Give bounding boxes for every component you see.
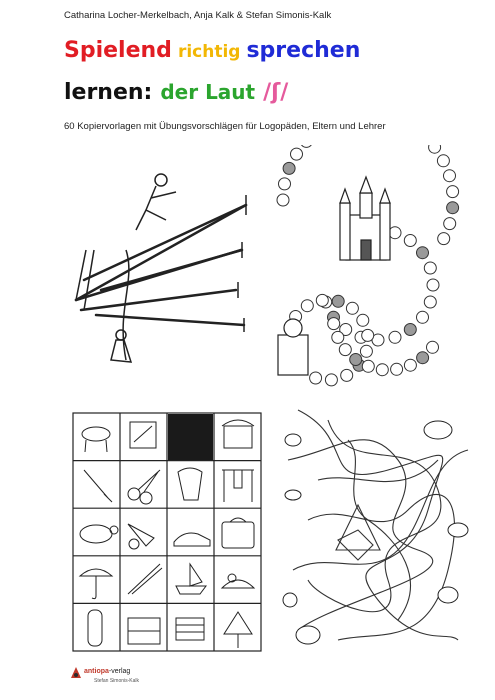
publisher-suffix: -verlag — [108, 668, 131, 675]
title-word-sprechen: sprechen — [246, 38, 361, 63]
game-field — [277, 194, 289, 206]
game-field — [437, 155, 449, 167]
game-field — [350, 354, 362, 366]
ladder-climbing-illustration — [66, 150, 256, 375]
game-field — [391, 363, 403, 375]
publisher-logo — [70, 664, 140, 694]
title-line-1 — [64, 38, 360, 63]
game-field — [362, 329, 374, 341]
game-field — [417, 311, 429, 323]
publisher-mark-icon — [70, 666, 82, 680]
game-field — [444, 170, 456, 182]
game-field — [376, 364, 388, 376]
game-field — [325, 374, 337, 386]
game-field — [417, 352, 429, 364]
tangle-maze-illustration — [278, 400, 478, 650]
board-game-illustration — [268, 145, 473, 390]
title-phoneme: /ʃ/ — [263, 80, 289, 105]
game-field — [316, 294, 328, 306]
game-field — [310, 372, 322, 384]
title-line-2 — [64, 80, 288, 105]
game-field — [339, 344, 351, 356]
game-field — [417, 247, 429, 259]
publisher-name — [84, 668, 130, 675]
game-field — [328, 318, 340, 330]
game-field — [427, 279, 439, 291]
game-field — [357, 314, 369, 326]
game-field — [341, 369, 353, 381]
game-field — [279, 178, 291, 190]
picture-grid-illustration — [72, 412, 262, 652]
game-field — [404, 235, 416, 247]
title-word-richtig: richtig — [177, 42, 241, 62]
game-field — [444, 218, 456, 230]
title-word-spielend: Spielend — [64, 38, 172, 63]
game-field — [438, 233, 450, 245]
game-field — [424, 296, 436, 308]
game-field — [346, 302, 358, 314]
game-field — [283, 162, 295, 174]
game-field — [404, 359, 416, 371]
game-field — [332, 295, 344, 307]
publisher-subline: Stefan Simonis-Kalk — [94, 678, 140, 684]
game-field — [332, 331, 344, 343]
game-field — [389, 227, 401, 239]
game-field — [447, 202, 459, 214]
publisher-brand: antiopa — [84, 668, 109, 675]
game-field — [362, 360, 374, 372]
game-field — [424, 262, 436, 274]
subtitle: 60 Kopiervorlagen mit Übungsvorschlägen für Logopäden, Eltern und Lehrer — [64, 121, 386, 132]
game-field — [291, 148, 303, 160]
game-field — [301, 300, 313, 312]
game-field — [360, 345, 372, 357]
game-field — [300, 145, 312, 147]
game-field — [429, 145, 441, 153]
title-word-der-laut: der Laut — [160, 80, 256, 104]
authors-line: Catharina Locher-Merkelbach, Anja Kalk & Stefan Simonis-Kalk — [64, 10, 332, 21]
title-word-lernen: lernen: — [64, 80, 153, 105]
game-field — [389, 331, 401, 343]
game-field — [404, 324, 416, 336]
game-field — [427, 341, 439, 353]
game-field — [447, 186, 459, 198]
